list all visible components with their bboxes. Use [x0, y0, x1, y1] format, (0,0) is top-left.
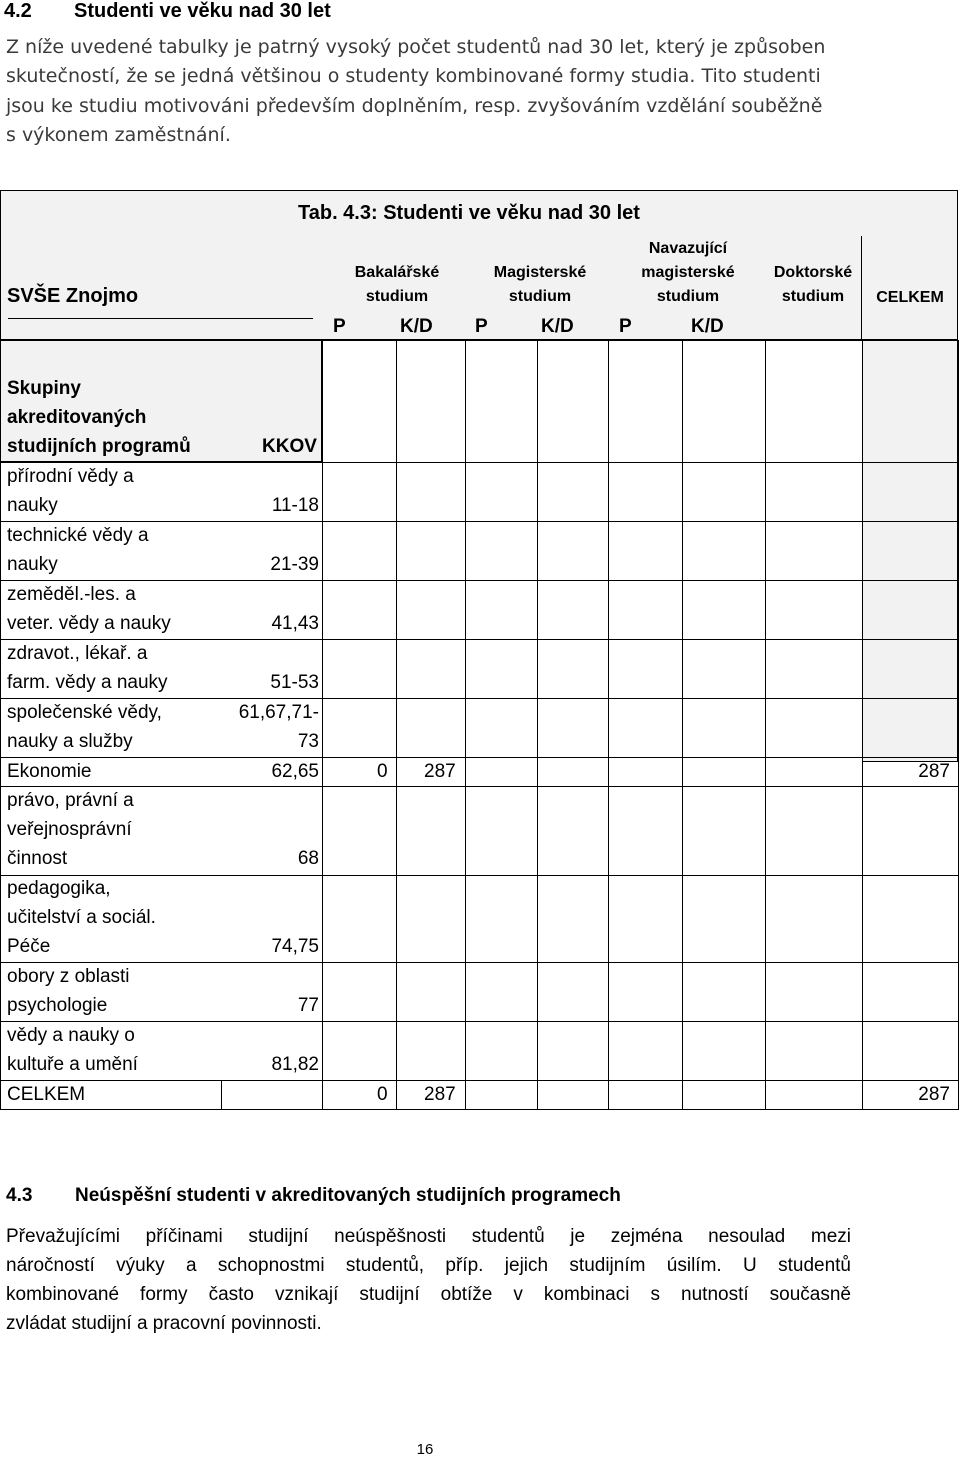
row-kkov: 77 — [297, 995, 319, 1016]
row-label: Péče — [7, 936, 51, 957]
row-label: nauky — [7, 554, 58, 575]
row-label: společenské vědy, — [7, 702, 162, 723]
paragraph-line: náročností výuky a schopnostmi studentů, příp. jejich studijním úsilím. U studentů — [6, 1255, 851, 1276]
paragraph-line: s výkonem zaměstnání. — [6, 124, 231, 146]
row-kkov: 11-18 — [271, 495, 319, 516]
row-label: veter. vědy a nauky — [7, 613, 171, 634]
paragraph-line: zvládat studijní a pracovní povinnosti. — [6, 1313, 322, 1334]
total-bachelor-p: 0 — [377, 1084, 388, 1105]
row-kkov: 41,43 — [271, 613, 319, 634]
cell-bachelor-p: 0 — [377, 761, 388, 782]
row-label: kultuře a umění — [7, 1054, 138, 1075]
row-label: Ekonomie — [7, 761, 92, 782]
col-header-bachelor: Bakalářské studium — [354, 264, 440, 305]
row-kkov: 81,82 — [271, 1054, 319, 1075]
row-kkov: 62,65 — [271, 761, 319, 782]
row-kkov: 51-53 — [270, 672, 319, 693]
row-label: veřejnosprávní — [7, 819, 132, 840]
row-label: činnost — [7, 848, 68, 869]
col-header-total: CELKEM — [876, 289, 944, 306]
paragraph-line: Převažujícími příčinami studijní neúspěšnosti studentů je zejména nesoulad mezi — [6, 1226, 851, 1247]
row-kkov: 68 — [297, 848, 319, 869]
row-label: právo, právní a — [7, 790, 134, 811]
section-number: 4.2 — [4, 0, 32, 22]
table-caption: Tab. 4.3: Studenti ve věku nad 30 let — [298, 202, 640, 224]
section-title: Neúspěšní studenti v akreditovaných studijních programech — [75, 1185, 621, 1206]
sub-header-p: P — [333, 316, 346, 337]
row-label: pedagogika, — [7, 878, 111, 899]
school-name: SVŠE Znojmo — [7, 285, 139, 307]
total-bachelor-kd: 287 — [424, 1084, 456, 1105]
col-header-master: Magisterské studium — [493, 264, 587, 305]
cell-total: 287 — [918, 761, 950, 782]
paragraph-line: jsou ke studiu motivováni především doplněním, resp. zvyšováním vzdělání souběžně — [6, 95, 823, 117]
group-header-label: Skupiny — [7, 378, 81, 399]
row-kkov: 21-39 — [270, 554, 319, 575]
row-label: psychologie — [7, 995, 108, 1016]
row-label: zdravot., lékař. a — [7, 643, 148, 664]
cell-bachelor-kd: 287 — [424, 761, 456, 782]
kkov-header: KKOV — [262, 436, 317, 457]
total-row-label: CELKEM — [7, 1084, 86, 1105]
row-label: farm. vědy a nauky — [7, 672, 168, 693]
page-number: 16 — [416, 1441, 434, 1458]
col-header-follow-up-master: Navazující magisterské studium — [641, 240, 735, 305]
row-label: přírodní vědy a — [7, 466, 134, 487]
sub-header-kd: K/D — [691, 316, 724, 337]
row-label: obory z oblasti — [7, 966, 130, 987]
row-label: nauky — [7, 495, 58, 516]
paragraph-line: Z níže uvedené tabulky je patrný vysoký počet studentů nad 30 let, který je způsoben — [6, 36, 826, 58]
row-label: technické vědy a — [7, 525, 149, 546]
section-title: Studenti ve věku nad 30 let — [74, 0, 331, 22]
sub-header-p: P — [475, 316, 488, 337]
sub-header-kd: K/D — [400, 316, 433, 337]
paragraph-line: kombinované formy často vznikají studijní obtíže v kombinaci s nutností současně — [6, 1284, 851, 1305]
row-label: učitelství a sociál. — [7, 907, 156, 928]
row-label: nauky a služby — [7, 731, 133, 752]
row-label: zeměděl.-les. a — [7, 584, 136, 605]
total-grand: 287 — [918, 1084, 950, 1105]
group-header-label: studijních programů — [7, 436, 191, 457]
row-kkov: 73 — [297, 731, 319, 752]
paragraph-line: skutečností, že se jedná většinou o studenty kombinované formy studia. Tito studenti — [6, 65, 821, 87]
group-header-label: akreditovaných — [7, 407, 147, 428]
sub-header-p: P — [619, 316, 632, 337]
sub-header-kd: K/D — [541, 316, 574, 337]
section-number: 4.3 — [6, 1185, 33, 1206]
row-label: vědy a nauky o — [7, 1025, 135, 1046]
row-kkov: 74,75 — [271, 936, 319, 957]
row-kkov: 61,67,71- — [238, 702, 319, 723]
col-header-doctoral: Doktorské studium — [773, 264, 853, 305]
